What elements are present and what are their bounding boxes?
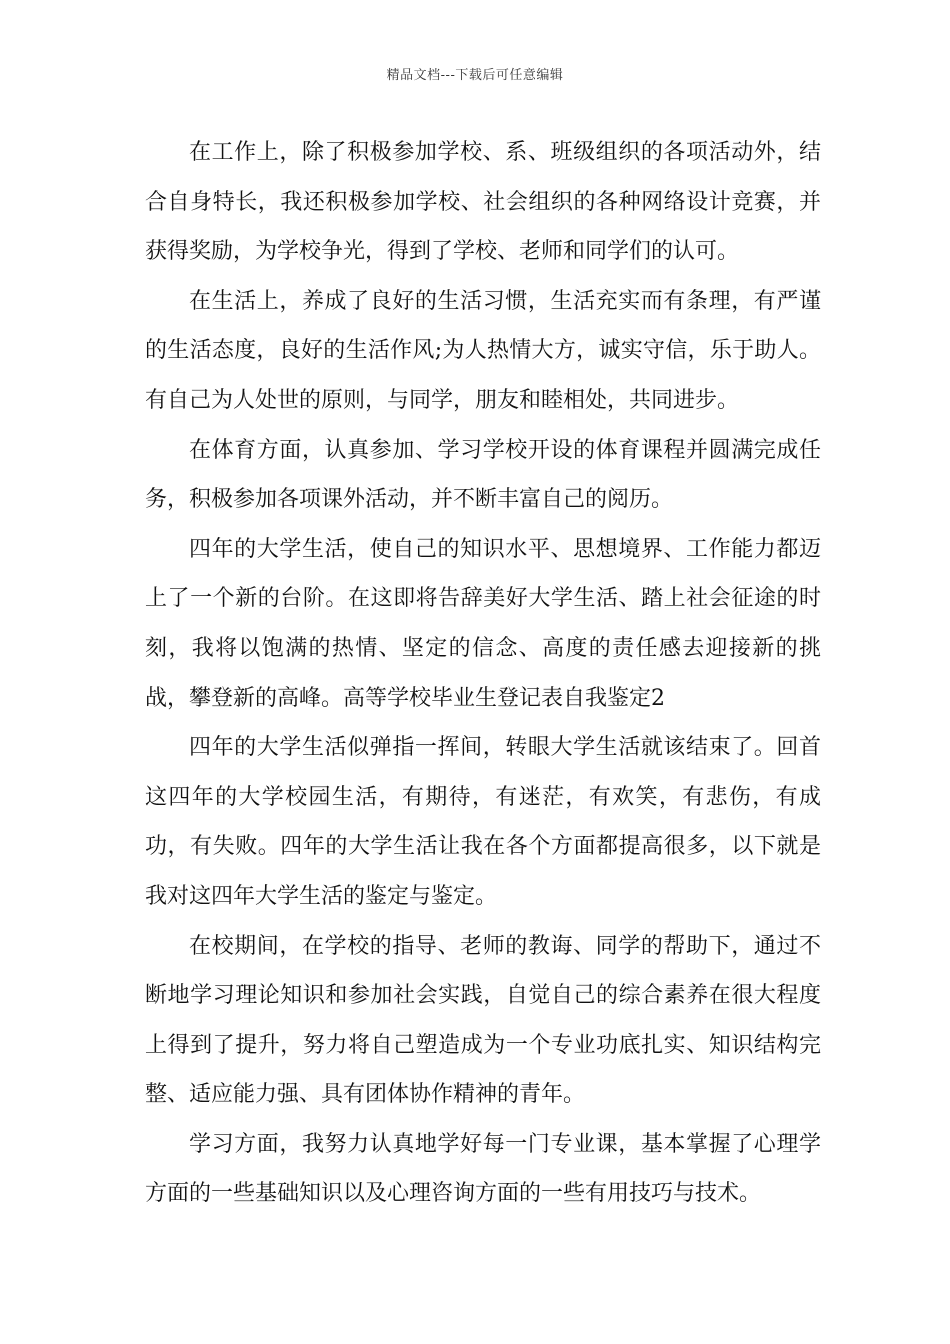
paragraph-four-years: 四年的大学生活，使自己的知识水平、思想境界、工作能力都迈上了一个新的台阶。在这即将告辞美好大学生活、踏上社会征途的时刻，我将以饱满的热情、坚定的信念、高度的责任感去迎接新的挑战，攀登新的高峰。高等学校毕业生登记表自我鉴定2 (145, 536, 821, 711)
paragraph-university-life: 四年的大学生活似弹指一挥间，转眼大学生活就该结束了。回首这四年的大学校园生活，有期待，有迷茫，有欢笑，有悲伤，有成功，有失败。四年的大学生活让我在各个方面都提高很多，以下就是我对这四年大学生活的鉴定与鉴定。 (145, 735, 821, 909)
page-header: 精品文档---下载后可任意编辑 (386, 68, 564, 83)
paragraph-work: 在工作上，除了积极参加学校、系、班级组织的各项活动外，结合自身特长，我还积极参加学校、社会组织的各种网络设计竞赛，并获得奖励，为学校争光，得到了学校、老师和同学们的认可。 (145, 140, 821, 265)
paragraph-life: 在生活上，养成了良好的生活习惯，生活充实而有条理，有严谨的生活态度，良好的生活作风;为人热情大方，诚实守信，乐于助人。有自己为人处世的原则，与同学，朋友和睦相处，共同进步。 (145, 288, 821, 413)
paragraph-school-period: 在校期间，在学校的指导、老师的教诲、同学的帮助下，通过不断地学习理论知识和参加社会实践，自觉自己的综合素养在很大程度上得到了提升，努力将自己塑造成为一个专业功底扎实、知识结构完整、适应能力强、具有团体协作精神的青年。 (145, 933, 821, 1108)
document-body (145, 128, 821, 1219)
paragraph-sports: 在体育方面，认真参加、学习学校开设的体育课程并圆满完成任务，积极参加各项课外活动，并不断丰富自己的阅历。 (145, 437, 821, 513)
paragraph-study: 学习方面，我努力认真地学好每一门专业课，基本掌握了心理学方面的一些基础知识以及心理咨询方面的一些有用技巧与技术。 (145, 1131, 821, 1207)
